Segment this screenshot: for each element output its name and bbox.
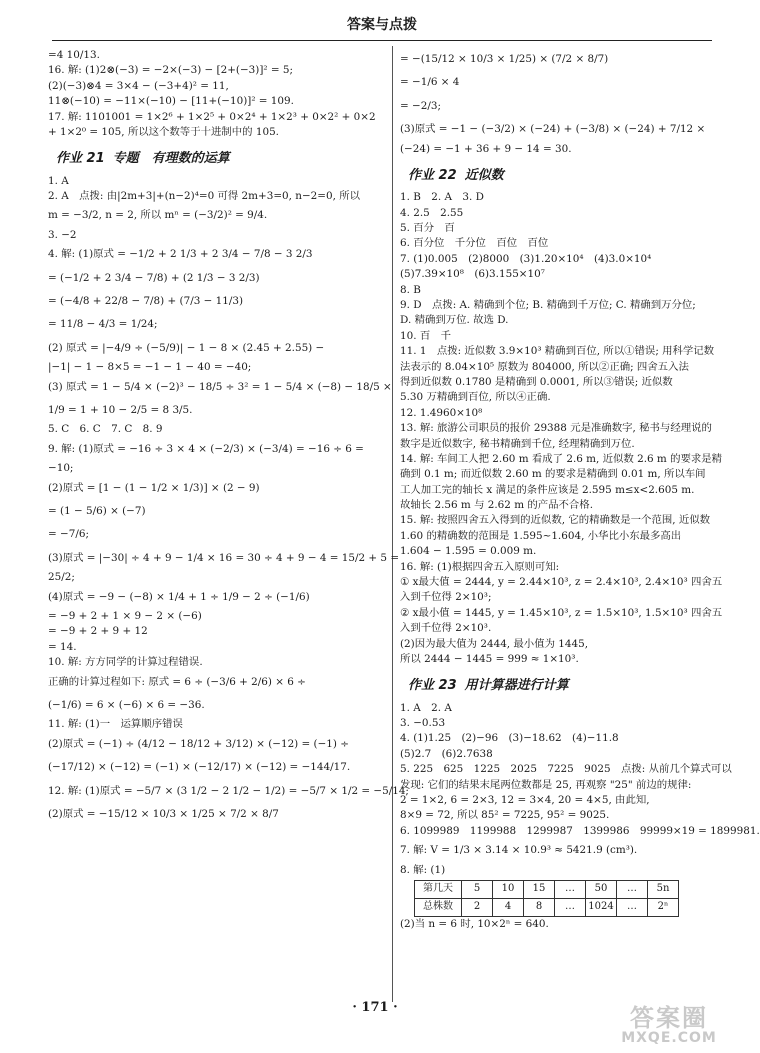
answer-line: 9. D 点拨: A. 精确到个位; B. 精确到千万位; C. 精确到万分位; (400, 298, 696, 311)
answer-line: 13. 解: 旅游公司职员的报价 29388 元是准确数字, 秘书与经理说的 (400, 422, 712, 435)
answer-line: (−17/12) × (−12) = (−1) × (−12/17) × (−12) = −144/17. (48, 761, 351, 774)
answer-line: D. 精确到万位. 故选 D. (400, 314, 509, 327)
answer-line: 工人加工完的轴长 x 满足的条件应该是 2.595 m≤x<2.605 m. (400, 483, 695, 496)
answer-line: 6. 1099989 1199988 1299987 1399986 99999×19 = 1899981. (400, 824, 760, 837)
page-number: · 171 · (352, 1000, 398, 1015)
answer-line: (3) 原式 = 1 − 5/4 × (−2)³ − 18/5 ÷ 3² = 1 − 5/4 × (−8) − 18/5 × (48, 380, 392, 393)
answer-line: 1/9 = 1 + 10 − 2/5 = 8 3/5. (48, 403, 193, 416)
answer-line: 故轴长 2.56 m 与 2.62 m 的产品不合格. (400, 499, 594, 512)
answer-line: 1. A 2. A (400, 701, 452, 714)
right-column (400, 48, 760, 932)
header-title: 答案与点拨 (347, 17, 417, 33)
table-cell: 4 (493, 898, 524, 916)
table-cell: 10 (493, 880, 524, 898)
answer-line: 5.30 万精确到百位, 所以④正确. (400, 391, 551, 404)
answer-line: 3. −2 (48, 228, 77, 241)
answer-line: 8. 解: (1) (400, 863, 446, 876)
table-cell: … (555, 880, 586, 898)
answer-line: 入到千位得 2×10³; (400, 591, 492, 604)
column-divider (392, 46, 393, 1002)
growth-table (414, 880, 679, 917)
answer-line: 10. 解: 方方同学的计算过程错误. (48, 656, 203, 669)
table-cell: 1024 (586, 898, 617, 916)
answer-line: (2)(−3)⊗4 = 3×4 − (−3+4)² = 11, (48, 79, 229, 92)
table-cell: 15 (524, 880, 555, 898)
answer-line: 11. 1 点拨: 近似数 3.9×10³ 精确到百位, 所以①错误; 用科学记数 (400, 345, 715, 358)
header-rule (52, 40, 712, 41)
answer-line: 1. A (48, 174, 69, 187)
answer-line: 所以 2444 − 1445 = 999 ≈ 1×10³. (400, 652, 579, 665)
answer-line: 4. 解: (1)原式 = −1/2 + 2 1/3 + 2 3/4 − 7/8 − 3 2/3 (48, 248, 313, 261)
answer-line: = −9 + 2 + 1 × 9 − 2 × (−6) (48, 610, 202, 622)
section-number: 作业 22 (408, 168, 457, 184)
answer-line: 7. (1)0.005 (2)8000 (3)1.20×10⁴ (4)3.0×10⁴ (400, 252, 652, 265)
answer-line: 11. 解: (1)一 运算顺序错误 (48, 718, 183, 731)
section-number: 作业 21 (56, 151, 105, 167)
answer-line: 15. 解: 按照四舍五入得到的近似数, 它的精确数是一个范围, 近似数 (400, 514, 710, 527)
answer-line: = −(15/12 × 10/3 × 1/25) × (7/2 × 8/7) (400, 53, 609, 65)
answer-line: = −9 + 2 + 9 + 12 (48, 625, 148, 638)
answer-line: (2)原式 = −15/12 × 10/3 × 1/25 × 7/2 × 8/7 (48, 807, 279, 820)
answer-line: 11⊗(−10) = −11×(−10) − [11+(−10)]² = 109. (48, 95, 294, 108)
answer-line: = (1 − 5/6) × (−7) (48, 504, 146, 517)
answer-line: 12. 1.4960×10⁸ (400, 406, 483, 419)
answer-line: |−1| − 1 − 8×5 = −1 − 1 − 40 = −40; (48, 361, 252, 374)
answer-line: (5)2.7 (6)2.7638 (400, 747, 493, 760)
section-subtitle: 专题 有理数的运算 (112, 151, 230, 167)
watermark-logo (604, 1006, 734, 1046)
answer-line: 16. 解: (1)根据四舍五入原则可知: (400, 560, 560, 573)
section-heading-22 (408, 166, 718, 185)
answer-line: (−1/6) = 6 × (−6) × 6 = −36. (48, 698, 205, 711)
table-cell: … (617, 880, 648, 898)
answer-line: 1.60 的精确数的范围是 1.595~1.604, 小华比小东最多高出 (400, 529, 682, 542)
section-heading-21 (56, 149, 386, 168)
answer-line: (−24) = −1 + 36 + 9 − 14 = 30. (400, 142, 572, 155)
table-cell: 5n (648, 880, 679, 898)
answer-line: 16. 解: (1)2⊗(−3) = −2×(−3) − [2+(−3)]² = 5; (48, 64, 293, 77)
answer-line: (2) 原式 = |−4/9 ÷ (−5/9)| − 1 − 8 × (2.45 + 2.55) − (48, 341, 325, 354)
answer-line: 3. −0.53 (400, 716, 446, 729)
answer-line: 2. A 点拨: 由|2m+3|+(n−2)⁴=0 可得 2m+3=0, n−2=0, 所以 (48, 189, 360, 202)
table-cell: 8 (524, 898, 555, 916)
answer-line: 4. (1)1.25 (2)−96 (3)−18.62 (4)−11.8 (400, 732, 619, 745)
table-cell: 50 (586, 880, 617, 898)
answer-line: ① x最大值 = 2444, y = 2.44×10³, z = 2.4×10³, 2.4×10³ 四舍五 (400, 576, 723, 589)
answer-line: 10. 百 千 (400, 329, 451, 342)
answer-line: 12. 解: (1)原式 = −5/7 × (3 1/2 − 2 1/2 − 1/2) = −5/7 × 1/2 = −5/14; (48, 784, 409, 797)
answer-line: 6. 百分位 千分位 百位 百位 (400, 237, 549, 250)
answer-line: =4 10/13. (48, 49, 100, 61)
answer-line: (2)当 n = 6 时, 10×2ⁿ = 640. (400, 917, 549, 930)
answer-line: = (−4/8 + 22/8 − 7/8) + (7/3 − 11/3) (48, 294, 244, 307)
answer-line: = −7/6; (48, 528, 89, 541)
answer-line: ② x最小值 = 1445, y = 1.45×10³, z = 1.5×10³, 1.5×10³ 四舍五 (400, 606, 723, 619)
answer-line: 确到 0.1 m; 而近似数 2.60 m 的要求是精确到 0.01 m, 所以车间 (400, 468, 706, 481)
answer-line: 25/2; (48, 571, 75, 584)
answer-line: m = −3/2, n = 2, 所以 mⁿ = (−3/2)² = 9/4. (48, 209, 268, 222)
answer-line: −10; (48, 462, 74, 475)
table-cell: 总株数 (415, 898, 462, 916)
answer-line: 2 = 1×2, 6 = 2×3, 12 = 3×4, 20 = 4×5, 由此知, (400, 793, 650, 806)
section-subtitle: 近似数 (464, 168, 504, 184)
answer-line: 1.604 − 1.595 = 0.009 m. (400, 545, 537, 558)
watermark-url: MXQE.COM (621, 1030, 717, 1046)
answer-line: 5. 225 625 1225 2025 7225 9025 点拨: 从前几个算式可以 (400, 763, 732, 776)
answer-line: 法表示的 8.04×10⁵ 原数为 804000, 所以②正确; 四舍五入法 (400, 360, 689, 373)
answer-line: (4)原式 = −9 − (−8) × 1/4 + 1 ÷ 1/9 − 2 ÷ (−1/6) (48, 590, 310, 603)
answer-line: (2)原式 = [1 − (1 − 1/2 × 1/3)] × (2 − 9) (48, 481, 260, 494)
table-cell: 5 (462, 880, 493, 898)
answer-line: 7. 解: V = 1/3 × 3.14 × 10.9³ ≈ 5421.9 (cm³). (400, 844, 638, 857)
answer-line: + 1×2⁰ = 105, 所以这个数等于十进制中的 105. (48, 125, 279, 138)
answer-line: (3)原式 = −1 − (−3/2) × (−24) + (−3/8) × (−24) + 7/12 × (400, 123, 706, 136)
answer-line: 17. 解: 1101001 = 1×2⁶ + 1×2⁵ + 0×2⁴ + 1×2³ + 0×2² + 0×2 (48, 110, 376, 123)
answer-line: (2)因为最大值为 2444, 最小值为 1445, (400, 637, 589, 650)
answer-line: 入到千位得 2×10³. (400, 622, 492, 635)
answer-line: 发现: 它们的结果末尾两位数都是 25, 再观察 "25" 前边的规律: (400, 778, 692, 791)
table-cell: … (617, 898, 648, 916)
left-column (48, 48, 409, 826)
answer-line: = −2/3; (400, 99, 441, 112)
answer-line: 得到近似数 0.1780 是精确到 0.0001, 所以③错误; 近似数 (400, 375, 673, 388)
answer-line: 正确的计算过程如下: 原式 = 6 ÷ (−3/6 + 2/6) × 6 ÷ (48, 675, 306, 688)
answer-line: 8. B (400, 283, 421, 296)
page-header (62, 14, 702, 42)
section-heading-23 (408, 676, 718, 695)
answer-line: = 11/8 − 4/3 = 1/24; (48, 318, 158, 331)
answer-line: 14. 解: 车间工人把 2.60 m 看成了 2.6 m, 近似数 2.6 m 的要求是精 (400, 452, 723, 465)
answer-line: = −1/6 × 4 (400, 76, 460, 89)
answer-line: = (−1/2 + 2 3/4 − 7/8) + (2 1/3 − 3 2/3) (48, 271, 260, 284)
answer-line: (5)7.39×10⁸ (6)3.155×10⁷ (400, 268, 545, 281)
answer-line: (3)原式 = |−30| ÷ 4 + 9 − 1/4 × 16 = 30 ÷ 4 + 9 − 4 = 15/2 + 5 = (48, 551, 400, 564)
answer-line: 8×9 = 72, 所以 85² = 7225, 95² = 9025. (400, 809, 610, 822)
table-row (415, 898, 679, 916)
table-cell: 2ⁿ (648, 898, 679, 916)
answer-line: 数字是近似数字, 秘书精确到千位, 经理精确到万位. (400, 437, 635, 450)
table-cell: 第几天 (415, 880, 462, 898)
answer-line: (2)原式 = (−1) ÷ (4/12 − 18/12 + 3/12) × (−12) = (−1) ÷ (48, 737, 349, 750)
table-cell: … (555, 898, 586, 916)
answer-line: 4. 2.5 2.55 (400, 206, 464, 219)
table-row (415, 880, 679, 898)
section-number: 作业 23 (408, 678, 457, 694)
watermark-text: 答案圈 (630, 1004, 708, 1032)
answer-line: 9. 解: (1)原式 = −16 ÷ 3 × 4 × (−2/3) × (−3/4) = −16 ÷ 6 = (48, 442, 364, 455)
answer-line: 5. 百分 百 (400, 222, 455, 235)
answer-line: 1. B 2. A 3. D (400, 191, 484, 204)
answer-line: 5. C 6. C 7. C 8. 9 (48, 423, 163, 436)
table-cell: 2 (462, 898, 493, 916)
section-subtitle: 用计算器进行计算 (464, 678, 569, 694)
answer-line: = 14. (48, 640, 77, 653)
